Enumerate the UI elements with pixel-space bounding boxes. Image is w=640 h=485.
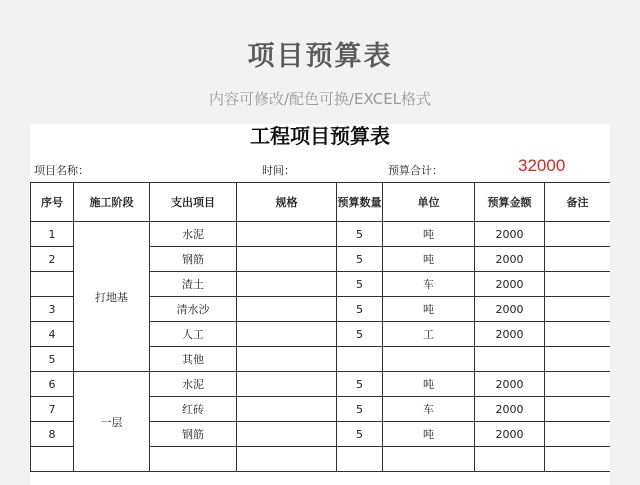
cell-note: [545, 372, 611, 397]
cell-spec: [237, 272, 337, 297]
cell-amount: 2000: [475, 297, 545, 322]
cell-unit: 车: [383, 397, 475, 422]
cell-qty: 5: [337, 222, 383, 247]
cell-qty: 5: [337, 272, 383, 297]
banner-subtitle: 内容可修改/配色可换/EXCEL格式: [208, 90, 432, 108]
cell-spec: [237, 397, 337, 422]
cell-amount: [475, 447, 545, 472]
cell-qty: [337, 347, 383, 372]
banner-title: 项目预算表: [247, 41, 393, 72]
cell-unit: 工: [383, 322, 475, 347]
cell-spec: [237, 447, 337, 472]
cell-no: 4: [31, 322, 74, 347]
sheet-title: 工程项目预算表: [250, 124, 390, 148]
cell-spec: [237, 322, 337, 347]
cell-amount: 2000: [475, 372, 545, 397]
cell-item: 水泥: [150, 372, 237, 397]
cell-no: 8: [31, 422, 74, 447]
cell-qty: 5: [337, 247, 383, 272]
cell-amount: 2000: [475, 272, 545, 297]
cell-amount: 2000: [475, 247, 545, 272]
cell-spec: [237, 372, 337, 397]
header-spec: 规格: [237, 183, 337, 222]
cell-spec: [237, 422, 337, 447]
budget-total-value: 32000: [518, 156, 566, 175]
time-label: 时间：: [262, 164, 295, 177]
cell-item: 其他: [150, 347, 237, 372]
cell-qty: 5: [337, 372, 383, 397]
cell-spec: [237, 347, 337, 372]
cell-amount: [475, 347, 545, 372]
header-unit: 单位: [383, 183, 475, 222]
cell-amount: 2000: [475, 422, 545, 447]
budget-total-label: 预算合计：: [388, 164, 443, 177]
cell-spec: [237, 222, 337, 247]
cell-unit: [383, 347, 475, 372]
cell-item: 红砖: [150, 397, 237, 422]
cell-no: 1: [31, 222, 74, 247]
cell-no: 6: [31, 372, 74, 397]
cell-amount: 2000: [475, 322, 545, 347]
cell-no: 2: [31, 247, 74, 272]
cell-no: 3: [31, 297, 74, 322]
cell-unit: 吨: [383, 297, 475, 322]
cell-no: [31, 272, 74, 297]
cell-no: 7: [31, 397, 74, 422]
cell-unit: 吨: [383, 222, 475, 247]
cell-note: [545, 222, 611, 247]
cell-amount: 2000: [475, 397, 545, 422]
cell-note: [545, 447, 611, 472]
cell-unit: 吨: [383, 247, 475, 272]
header-item: 支出项目: [150, 183, 237, 222]
budget-table: [30, 182, 610, 472]
cell-note: [545, 322, 611, 347]
cell-note: [545, 347, 611, 372]
cell-note: [545, 272, 611, 297]
header-no: 序号: [31, 183, 74, 222]
stage-cell: 一层: [74, 372, 150, 472]
cell-item: 钢筋: [150, 422, 237, 447]
project-name-label: 项目名称：: [34, 164, 89, 177]
cell-unit: 吨: [383, 422, 475, 447]
cell-amount: 2000: [475, 222, 545, 247]
cell-qty: 5: [337, 322, 383, 347]
table-row: [31, 372, 611, 397]
header-amount: 预算金额: [475, 183, 545, 222]
cell-unit: 车: [383, 272, 475, 297]
cell-item: 水泥: [150, 222, 237, 247]
header-qty: 预算数量: [337, 183, 383, 222]
header-stage: 施工阶段: [74, 183, 150, 222]
cell-item: 清水沙: [150, 297, 237, 322]
cell-note: [545, 422, 611, 447]
cell-unit: [383, 447, 475, 472]
stage-cell: 打地基: [74, 222, 150, 372]
cell-qty: 5: [337, 422, 383, 447]
cell-item: 钢筋: [150, 247, 237, 272]
cell-note: [545, 297, 611, 322]
cell-spec: [237, 247, 337, 272]
cell-unit: 吨: [383, 372, 475, 397]
cell-item: [150, 447, 237, 472]
cell-no: [31, 447, 74, 472]
budget-sheet: [30, 124, 610, 485]
cell-spec: [237, 297, 337, 322]
cell-qty: 5: [337, 397, 383, 422]
cell-note: [545, 247, 611, 272]
table-row: [31, 222, 611, 247]
cell-item: 渣土: [150, 272, 237, 297]
cell-qty: [337, 447, 383, 472]
table-header-row: [31, 183, 611, 222]
cell-note: [545, 397, 611, 422]
header-note: 备注: [545, 183, 611, 222]
cell-item: 人工: [150, 322, 237, 347]
cell-no: 5: [31, 347, 74, 372]
cell-qty: 5: [337, 297, 383, 322]
